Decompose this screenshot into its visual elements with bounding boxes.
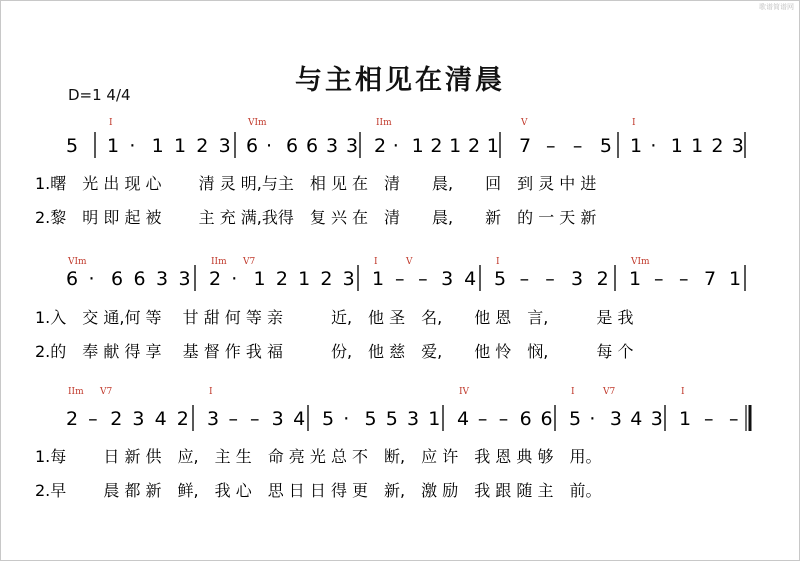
- note: 2: [430, 135, 443, 157]
- chord-symbol: V7: [603, 387, 616, 397]
- chord-symbol: I: [109, 118, 113, 128]
- note: 2: [711, 135, 724, 157]
- note: 1: [629, 268, 642, 290]
- lyric-line: 1.曙 光 出 现 心 清 灵 明,与主 相 见 在 清 晨, 回 到 灵 中 进: [35, 174, 597, 193]
- note: 3: [207, 408, 220, 430]
- lyric-line: 2.的 奉 献 得 享 基 督 作 我 福 份, 他 慈 爱, 他 怜 悯, 每 个: [35, 342, 634, 361]
- note: –: [545, 135, 556, 157]
- note: 1: [670, 135, 683, 157]
- note: ·: [650, 135, 657, 157]
- note: 5: [322, 408, 335, 430]
- note: 5: [385, 408, 398, 430]
- note: 6: [66, 268, 79, 290]
- chord-symbol: VIm: [248, 118, 267, 128]
- chord-symbol: I: [681, 387, 685, 397]
- note: 3: [342, 268, 355, 290]
- note: 1: [691, 135, 704, 157]
- lyric-line: 2.黎 明 即 起 被 主 充 满,我得 复 兴 在 清 晨, 新 的 一 天 新: [35, 208, 597, 227]
- watermark: 歌谱简谱网: [759, 3, 794, 11]
- chord-symbol: V7: [243, 257, 256, 267]
- note: 1: [298, 268, 311, 290]
- note: 1: [428, 408, 441, 430]
- note: 3: [346, 135, 359, 157]
- note: 5: [569, 408, 582, 430]
- note: 1: [449, 135, 462, 157]
- note: 1: [630, 135, 643, 157]
- note: 6: [540, 408, 553, 430]
- note: 5: [599, 135, 612, 157]
- note: ·: [392, 135, 399, 157]
- note: 6: [246, 135, 259, 157]
- chord-symbol: IIm: [211, 257, 227, 267]
- note: 2: [66, 408, 79, 430]
- note: 3: [218, 135, 231, 157]
- note: 2: [110, 408, 123, 430]
- chord-symbol: I: [632, 118, 636, 128]
- note: –: [545, 268, 555, 290]
- chord-symbol: IIm: [68, 387, 84, 397]
- note: 2: [467, 135, 481, 157]
- note: ·: [88, 268, 95, 290]
- note: 2: [374, 135, 387, 157]
- note: –: [572, 135, 583, 157]
- note: –: [250, 408, 260, 430]
- note: 3: [326, 135, 339, 157]
- note: 1: [729, 268, 742, 290]
- note: 4: [154, 408, 167, 430]
- note: 3: [441, 268, 454, 290]
- note: 1: [253, 268, 266, 290]
- note: 4: [464, 268, 477, 290]
- note: –: [88, 408, 98, 430]
- chord-symbol: I: [571, 387, 575, 397]
- note: 6: [111, 268, 124, 290]
- chord-symbol: I: [209, 387, 213, 397]
- song-title: 与主相见在清晨: [295, 65, 505, 96]
- note: 3: [609, 408, 622, 430]
- note: ·: [343, 408, 350, 430]
- lyric-line: 2.早 晨 都 新 鲜, 我 心 思 日 日 得 更 新, 激 励 我 跟 随 主 前。: [35, 481, 602, 500]
- note: 3: [156, 268, 169, 290]
- note: –: [679, 268, 689, 290]
- note: 1: [486, 135, 499, 157]
- note: ·: [231, 268, 238, 290]
- note: –: [395, 268, 405, 290]
- note: 3: [570, 268, 584, 290]
- note: 2: [209, 268, 222, 290]
- chord-symbol: I: [496, 257, 500, 267]
- note: ·: [129, 135, 136, 157]
- note: 3: [178, 268, 191, 290]
- lyric-line: 1.每 日 新 供 应, 主 生 命 亮 光 总 不 断, 应 许 我 恩 典 够 用。: [35, 447, 602, 466]
- note: –: [418, 268, 428, 290]
- note: 3: [271, 408, 284, 430]
- note: 2: [196, 135, 209, 157]
- note: 1: [372, 268, 385, 290]
- chord-symbol: V: [521, 118, 528, 128]
- chord-symbol: IV: [459, 387, 470, 397]
- note: 7: [704, 268, 717, 290]
- note: 3: [407, 408, 420, 430]
- note: –: [498, 408, 509, 430]
- chord-symbol: IIm: [376, 118, 392, 128]
- note: –: [519, 268, 530, 290]
- note: ·: [266, 135, 273, 157]
- note: 1: [107, 135, 120, 157]
- note: 6: [133, 268, 146, 290]
- note: 6: [519, 408, 532, 430]
- note: 3: [132, 408, 145, 430]
- note: –: [477, 408, 488, 430]
- note: 2: [596, 268, 609, 290]
- lyric-line: 1.入 交 通,何 等 甘 甜 何 等 亲 近, 他 圣 名, 他 恩 言, 是 我: [35, 308, 634, 327]
- note: 1: [151, 135, 164, 157]
- note: 2: [275, 268, 288, 290]
- note: –: [228, 408, 239, 430]
- note: 1: [679, 408, 692, 430]
- note: 1: [173, 135, 187, 157]
- note: 2: [176, 408, 189, 430]
- note: 5: [66, 135, 79, 157]
- chord-symbol: V7: [100, 387, 113, 397]
- key-signature: D=1 4/4: [68, 86, 131, 104]
- chord-symbol: VIm: [631, 257, 650, 267]
- note: 5: [364, 408, 377, 430]
- note: 3: [650, 408, 663, 430]
- note: 4: [457, 408, 470, 430]
- note: –: [654, 268, 664, 290]
- note: 6: [306, 135, 319, 157]
- note: 7: [519, 135, 532, 157]
- chord-symbol: I: [374, 257, 378, 267]
- note: 4: [630, 408, 643, 430]
- note: –: [704, 408, 714, 430]
- note: 2: [320, 268, 333, 290]
- note: 4: [293, 408, 306, 430]
- note: 6: [286, 135, 299, 157]
- note: ·: [589, 408, 596, 430]
- note: –: [729, 408, 739, 430]
- note: 3: [731, 135, 744, 157]
- note: 5: [494, 268, 507, 290]
- chord-symbol: VIm: [68, 257, 87, 267]
- chord-symbol: V: [406, 257, 413, 267]
- note: 1: [411, 135, 424, 157]
